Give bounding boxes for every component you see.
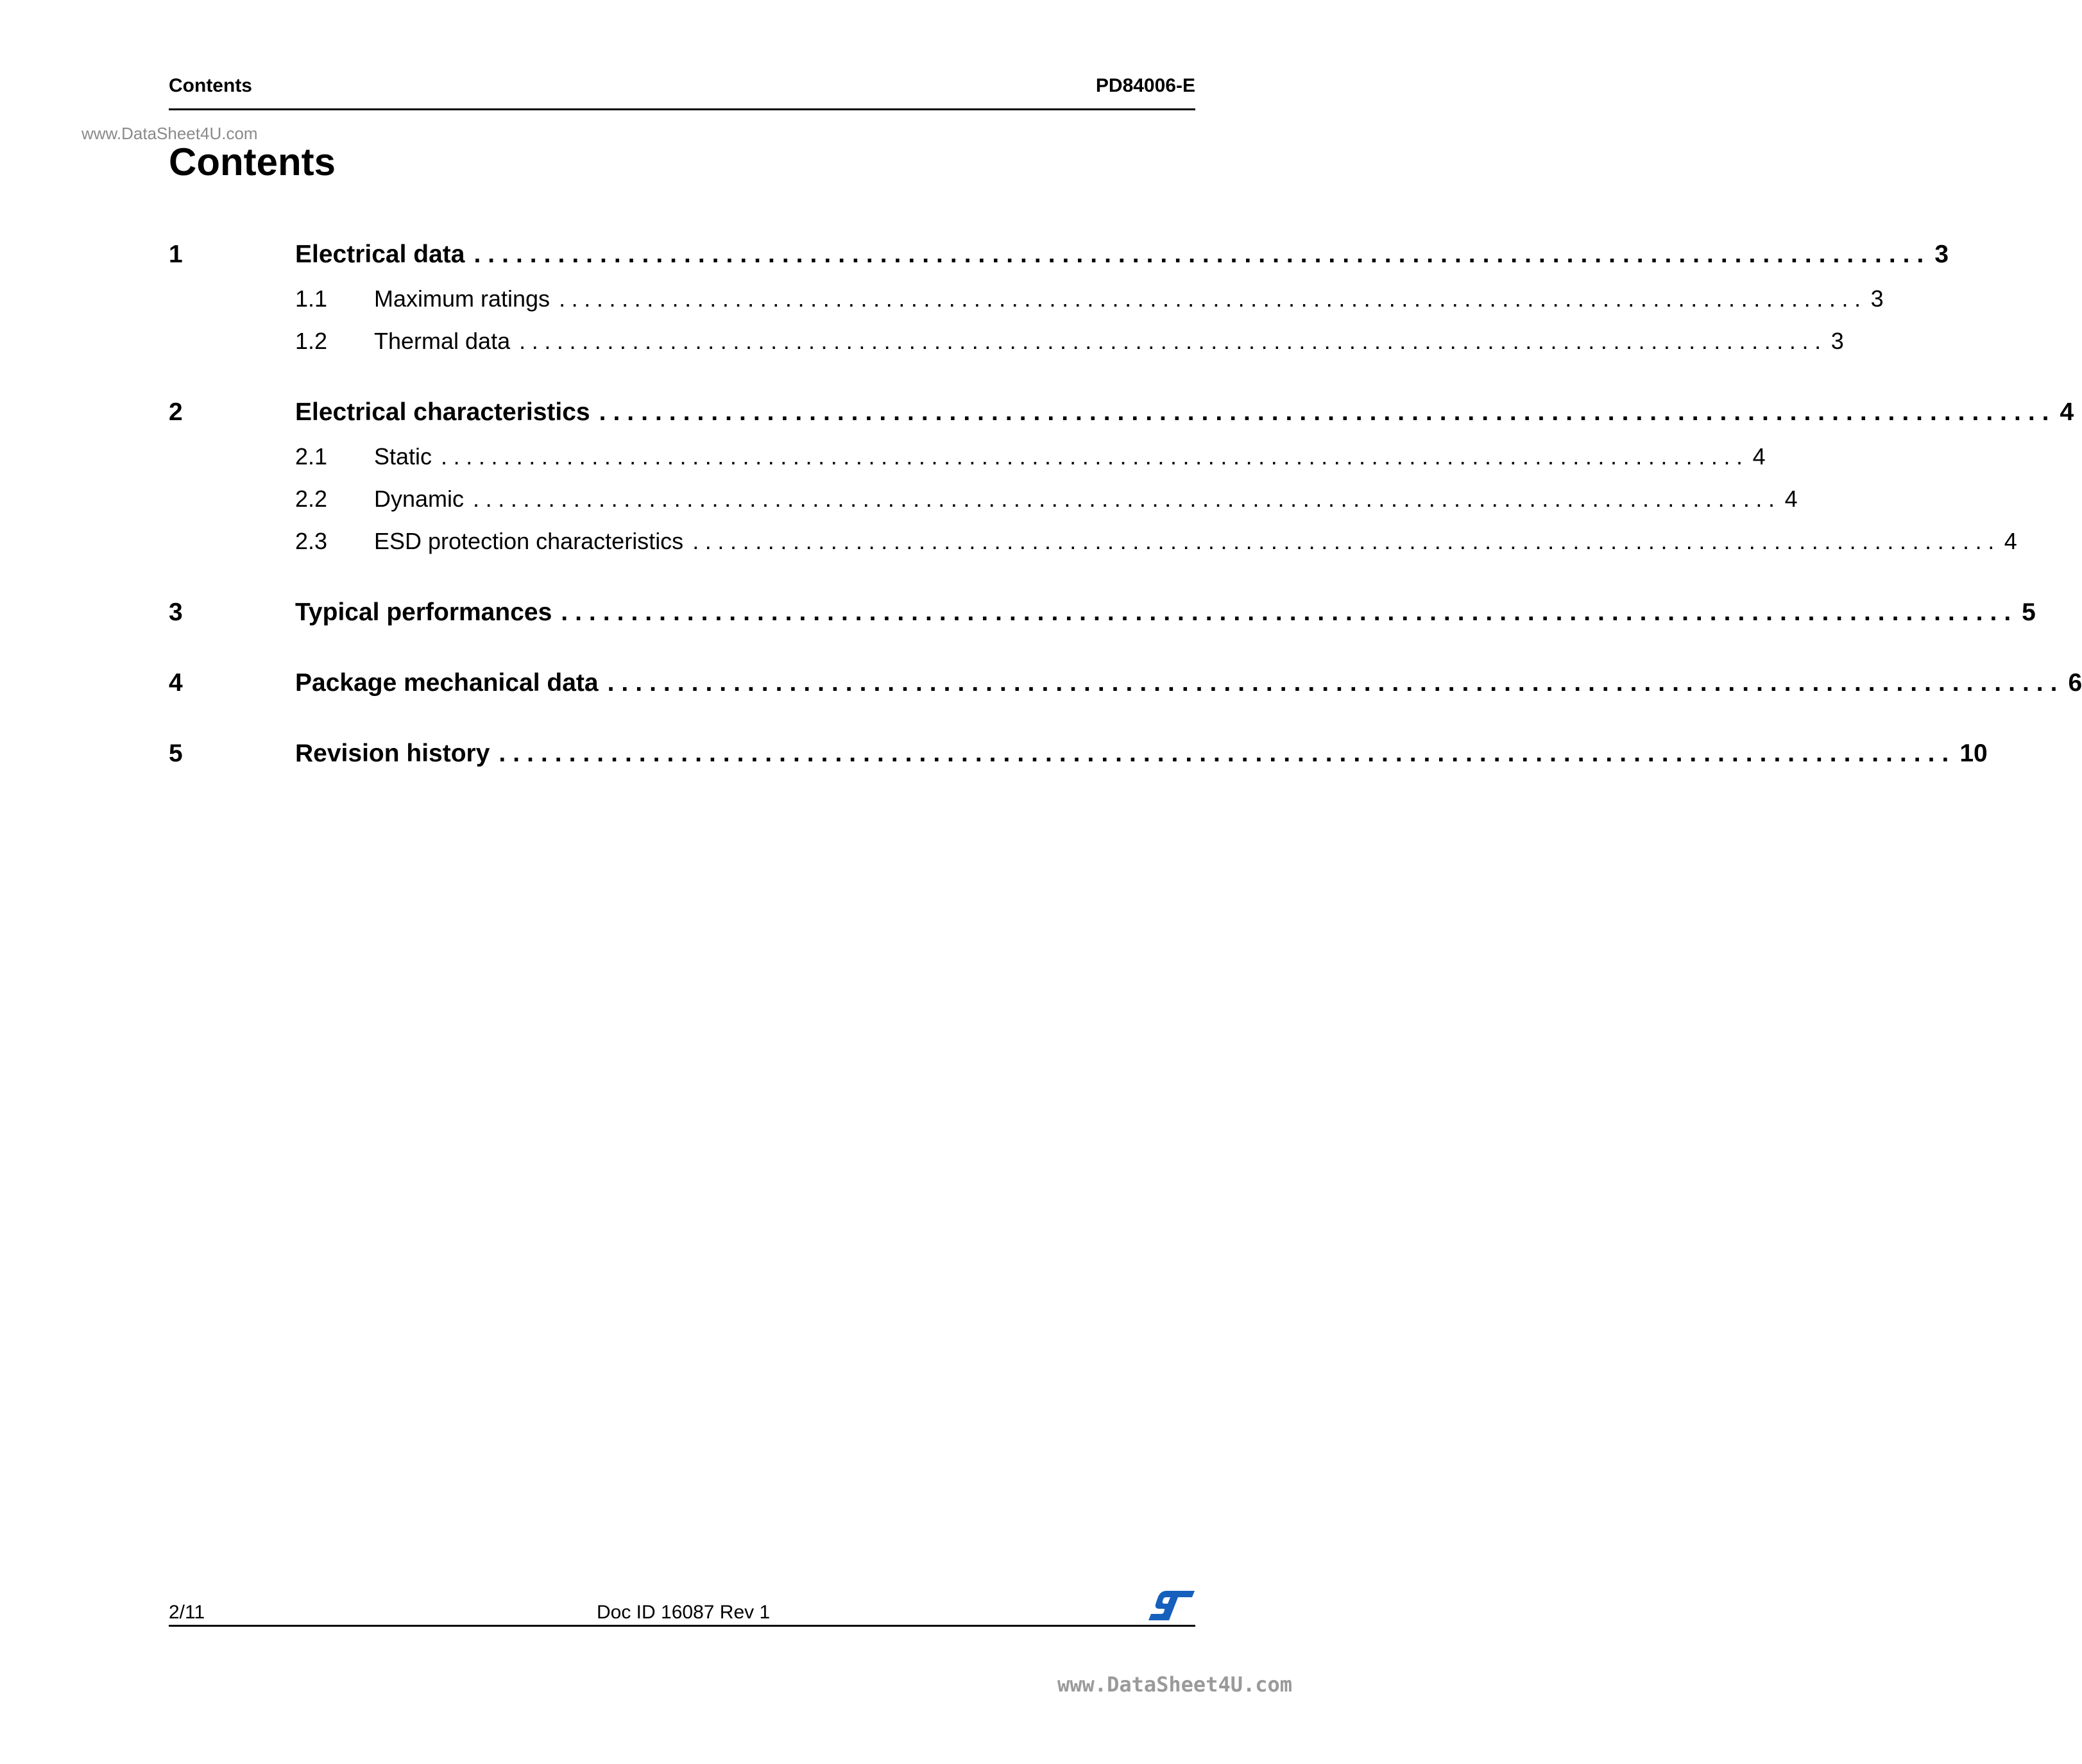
- toc-entry-title: Typical performances: [295, 598, 552, 626]
- table-of-contents: [169, 241, 2082, 810]
- toc-entry-number: 4: [169, 669, 183, 697]
- toc-subentry-number: 2.3: [295, 528, 328, 554]
- toc-subentry-page: 4: [2004, 528, 2017, 554]
- toc-entry-page: 5: [2022, 598, 2036, 626]
- toc-subentry[interactable]: [169, 486, 1798, 528]
- toc-entry-title: Electrical characteristics: [295, 398, 590, 426]
- toc-subentry-number: 1.2: [295, 328, 328, 354]
- toc-entry[interactable]: [169, 598, 2036, 669]
- toc-entry-page: 6: [2068, 669, 2082, 697]
- dot-leader: ........................................................................................................: [519, 328, 1827, 354]
- dot-leader: ........................................................................................................: [599, 398, 2056, 426]
- footer-rule: [169, 1625, 1195, 1627]
- toc-subentry-number: 1.1: [295, 285, 328, 312]
- toc-entry-page: 4: [2060, 398, 2074, 426]
- toc-subentry-page: 3: [1870, 285, 1884, 312]
- footer-doc-id: Doc ID 16087 Rev 1: [597, 1602, 771, 1623]
- page-title: Contents: [169, 140, 336, 183]
- toc-subentry-title: Static: [374, 443, 432, 470]
- st-logo: [1147, 1590, 1195, 1622]
- toc-subentry[interactable]: [169, 528, 2017, 598]
- toc-entry-page: 3: [1934, 241, 1949, 268]
- dot-leader: ........................................................................................................: [692, 528, 2001, 554]
- toc-subentry-title: Dynamic: [374, 486, 465, 512]
- header-rule: [169, 108, 1195, 110]
- footer-page-number: 2/11: [169, 1602, 205, 1623]
- toc-entry-title: Revision history: [295, 740, 490, 767]
- toc-entry[interactable]: [169, 740, 1988, 810]
- header-section-label: Contents: [169, 75, 252, 96]
- toc-subentry[interactable]: [169, 443, 1766, 486]
- dot-leader: ........................................................................................................: [499, 740, 1956, 767]
- toc-subentry-page: 4: [1752, 443, 1766, 470]
- toc-subentry-title: ESD protection characteristics: [374, 528, 684, 554]
- toc-subentry-title: Thermal data: [374, 328, 511, 354]
- toc-entry-number: 2: [169, 398, 183, 426]
- toc-entry-page: 10: [1959, 740, 1988, 767]
- toc-subentry-title: Maximum ratings: [374, 285, 550, 312]
- toc-subentry[interactable]: [169, 285, 1884, 328]
- toc-subentry-page: 4: [1784, 486, 1798, 512]
- dot-leader: ........................................................................................................: [474, 241, 1931, 268]
- toc-entry-number: 1: [169, 241, 183, 268]
- watermark-top: www.DataSheet4U.com: [81, 124, 258, 143]
- toc-subentry-number: 2.2: [295, 486, 328, 512]
- toc-entry-number: 5: [169, 740, 183, 767]
- toc-entry-title: Electrical data: [295, 241, 465, 268]
- toc-subentry[interactable]: [169, 328, 1844, 398]
- watermark-bottom: www.DataSheet4U.com: [1057, 1672, 1293, 1697]
- toc-subentry-page: 3: [1830, 328, 1844, 354]
- toc-entry[interactable]: [169, 669, 2082, 740]
- dot-leader: ........................................................................................................: [607, 669, 2065, 697]
- dot-leader: ........................................................................................................: [561, 598, 2018, 626]
- header-part-number: PD84006-E: [1095, 75, 1195, 96]
- toc-entry-number: 3: [169, 598, 183, 626]
- toc-entry-title: Package mechanical data: [295, 669, 599, 697]
- dot-leader: ........................................................................................................: [473, 486, 1781, 512]
- dot-leader: ........................................................................................................: [559, 285, 1867, 312]
- dot-leader: ........................................................................................................: [441, 443, 1749, 470]
- toc-subentry-number: 2.1: [295, 443, 328, 470]
